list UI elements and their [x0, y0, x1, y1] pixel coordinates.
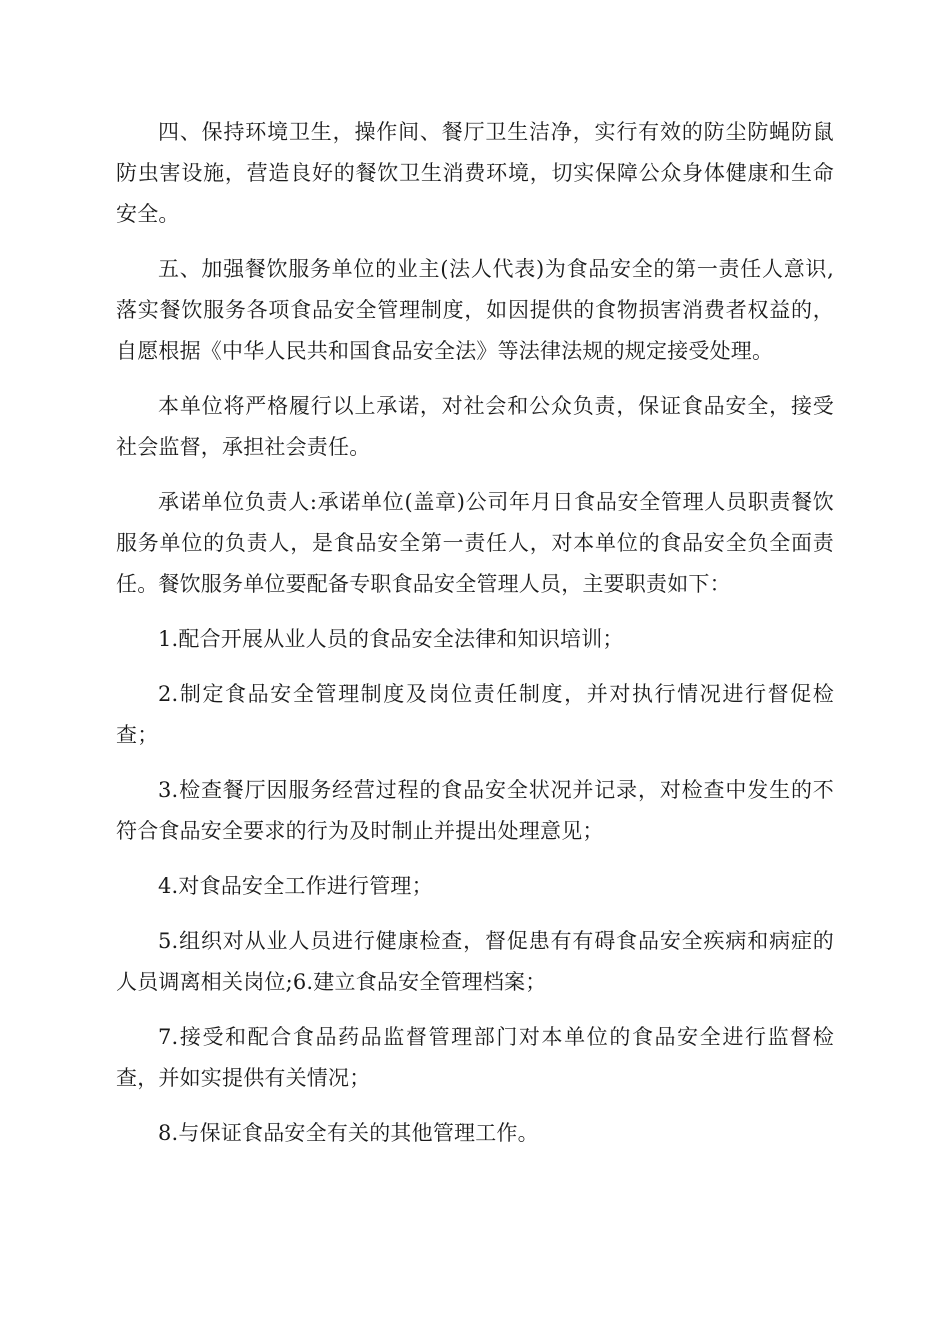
list-item-duty-7: 7.接受和配合食品药品监督管理部门对本单位的食品安全进行监督检查，并如实提供有关情况；: [116, 1025, 834, 1090]
list-item-duty-8: 8.与保证食品安全有关的其他管理工作。: [158, 1121, 539, 1145]
document-body: [116, 112, 834, 1168]
list-item-duty-3: 3.检查餐厅因服务经营过程的食品安全状况并记录，对检查中发生的不符合食品安全要求的行为及时制止并提出处理意见；: [116, 778, 834, 843]
paragraph-commitment: 本单位将严格履行以上承诺，对社会和公众负责，保证食品安全，接受社会监督，承担社会责任。: [116, 394, 834, 459]
list-item-duty-5-6: 5.组织对从业人员进行健康检查，督促患有有碍食品安全疾病和病症的人员调离相关岗位;6.建立食品安全管理档案；: [116, 929, 834, 994]
list-item-duty-2: 2.制定食品安全管理制度及岗位责任制度，并对执行情况进行督促检查；: [116, 682, 834, 747]
paragraph-environment-hygiene: 四、保持环境卫生，操作间、餐厅卫生洁净，实行有效的防尘防蝇防鼠防虫害设施，营造良好的餐饮卫生消费环境，切实保障公众身体健康和生命安全。: [116, 120, 834, 226]
list-item-duty-4: 4.对食品安全工作进行管理；: [158, 874, 433, 898]
paragraph-manager-duties-intro: 承诺单位负责人:承诺单位(盖章)公司年月日食品安全管理人员职责餐饮服务单位的负责人，是食品安全第一责任人，对本单位的食品安全负全面责任。餐饮服务单位要配备专职食品安全管理人员，主要职责如下：: [116, 490, 834, 596]
paragraph-owner-responsibility: 五、加强餐饮服务单位的业主(法人代表)为食品安全的第一责任人意识,落实餐饮服务各项食品安全管理制度，如因提供的食物损害消费者权益的，自愿根据《中华人民共和国食品安全法》等法律法规的规定接受处理。: [116, 257, 834, 363]
list-item-duty-1: 1.配合开展从业人员的食品安全法律和知识培训；: [158, 627, 624, 651]
